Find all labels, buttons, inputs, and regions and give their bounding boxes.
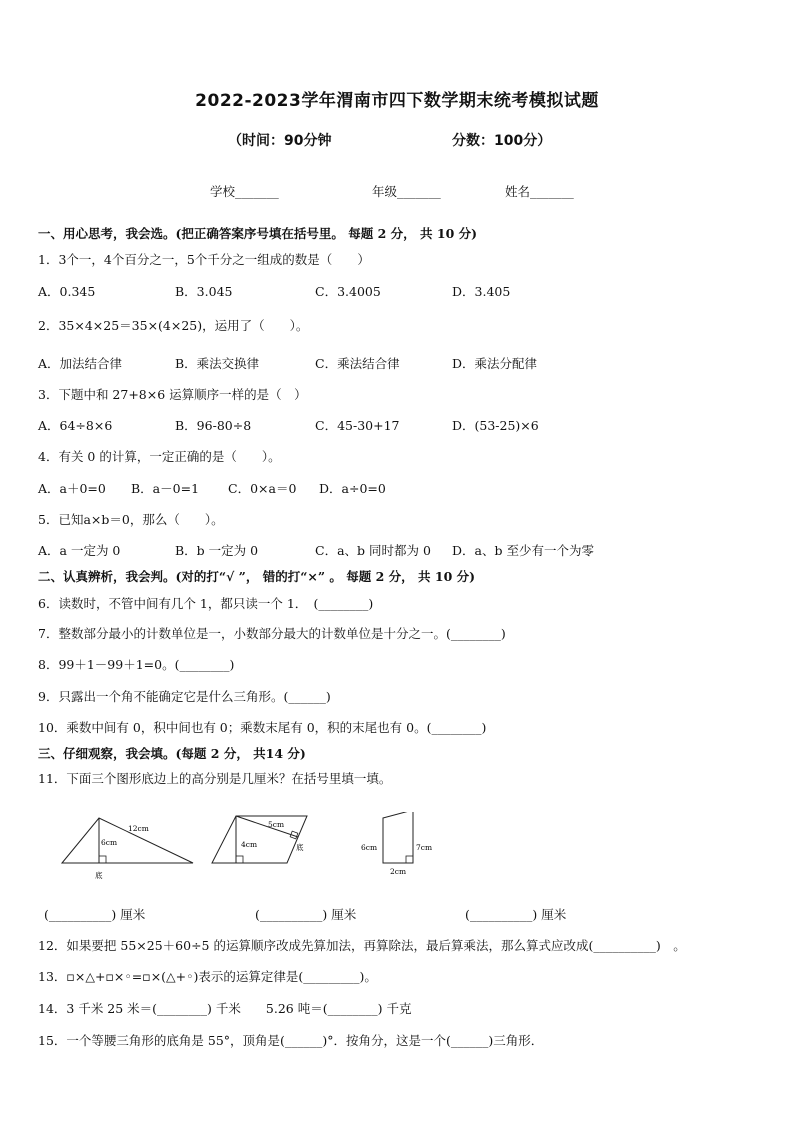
q6-statement: 6．读数时，不管中间有几个 1，都只读一个 1． (________)	[38, 596, 374, 611]
q5-option-d: D．a、b 至少有一个为零	[452, 543, 594, 558]
q5-option-c: C．a、b 同时都为 0	[315, 543, 431, 558]
q3-option-c: C．45-30+17	[315, 418, 400, 433]
q4-option-a: A．a＋0=0	[38, 481, 106, 496]
q5-stem: 5．已知a×b＝0，那么（ ）。	[38, 512, 224, 527]
q2-option-d: D．乘法分配律	[452, 356, 538, 371]
q2-stem: 2．35×4×25＝35×(4×25)，运用了（ ）。	[38, 318, 309, 333]
q4-stem: 4．有关 0 的计算，一定正确的是（ ）。	[38, 449, 281, 464]
section2-heading: 二、认真辨析，我会判。(对的打“√ ”， 错的打“×” 。 每题 2 分， 共 10 分)	[38, 569, 476, 584]
q8-statement: 8．99＋1－99＋1=0。(________)	[38, 657, 235, 672]
q3-option-b: B．96-80÷8	[175, 418, 252, 433]
q2-option-a: A．加法结合律	[38, 356, 123, 371]
q3-stem: 3．下题中和 27+8×6 运算顺序一样的是（ ）	[38, 387, 307, 402]
parallelogram-slant-label: 5cm	[268, 820, 285, 829]
q5-option-b: B．b 一定为 0	[175, 543, 259, 558]
q15-stem: 15．一个等腰三角形的底角是 55°，顶角是(______)°．按角分，这是一个(______)三角形．	[38, 1033, 544, 1048]
trapezoid-figure	[361, 812, 432, 876]
q1-option-a: A．0.345	[38, 284, 96, 299]
triangle-figure	[62, 818, 193, 880]
exam-title: 2022-2023学年渭南市四下数学期末统考模拟试题	[195, 91, 599, 111]
q12-stem: 12．如果要把 55×25＋60÷5 的运算顺序改成先算加法，再算除法，最后算乘法，那么算式应改成(__________) 。	[38, 938, 686, 953]
trapezoid-left-label: 6cm	[361, 843, 378, 852]
q3-option-d: D．(53-25)×6	[452, 418, 539, 433]
q2-option-b: B．乘法交换律	[175, 356, 260, 371]
triangle-slant-label: 12cm	[128, 824, 149, 833]
q9-statement: 9．只露出一个角不能确定它是什么三角形。(______)	[38, 689, 331, 704]
trapezoid-right-label: 7cm	[416, 843, 433, 852]
q7-statement: 7．整数部分最小的计数单位是一，小数部分最大的计数单位是十分之一。(________)	[38, 626, 506, 641]
section3-heading: 三、仔细观察，我会填。(每题 2 分， 共14 分)	[38, 746, 306, 761]
q10-statement: 10．乘数中间有 0，积中间也有 0；乘数末尾有 0，积的末尾也有 0。(________)	[38, 720, 487, 735]
q11-answer-1: (__________) 厘米	[44, 907, 146, 922]
name-field: 姓名_______	[505, 184, 574, 199]
section1-heading: 一、用心思考，我会选。(把正确答案序号填在括号里。 每题 2 分， 共 10 分)	[38, 226, 478, 241]
trapezoid-bottom-label: 2cm	[390, 867, 407, 876]
q11-answer-3: (__________) 厘米	[465, 907, 567, 922]
q3-option-a: A．64÷8×6	[38, 418, 113, 433]
grade-field: 年级_______	[372, 184, 441, 199]
parallelogram-height-label: 4cm	[241, 840, 258, 849]
exam-score: 分数：100分）	[452, 133, 552, 149]
school-field: 学校_______	[210, 184, 279, 199]
triangle-height-label: 6cm	[101, 838, 118, 847]
q4-option-d: D．a÷0=0	[319, 481, 386, 496]
q14-stem: 14．3 千米 25 米＝(________) 千米 5.26 吨＝(________) 千克	[38, 1001, 412, 1016]
q1-option-c: C．3.4005	[315, 284, 381, 299]
q2-option-c: C．乘法结合律	[315, 356, 400, 371]
q13-stem: 13．▫×△+▫×◦=▫×(△+◦)表示的运算定律是(_________)。	[38, 969, 377, 984]
triangle-base-label: 底	[95, 871, 103, 880]
q1-option-d: D．3.405	[452, 284, 511, 299]
exam-time: （时间：90分钟	[228, 133, 332, 149]
q1-option-b: B．3.045	[175, 284, 233, 299]
parallelogram-base-label: 底	[296, 843, 304, 852]
parallelogram-figure	[212, 816, 307, 863]
q5-option-a: A．a 一定为 0	[38, 543, 121, 558]
q11-stem: 11．下面三个图形底边上的高分别是几厘米？在括号里填一填。	[38, 771, 392, 786]
q11-figures	[0, 812, 794, 892]
q1-stem: 1．3个一，4个百分之一，5个千分之一组成的数是（ ）	[38, 252, 370, 267]
q4-option-c: C．0×a＝0	[228, 481, 297, 496]
q11-answer-2: (__________) 厘米	[255, 907, 357, 922]
q4-option-b: B．a－0=1	[131, 481, 200, 496]
